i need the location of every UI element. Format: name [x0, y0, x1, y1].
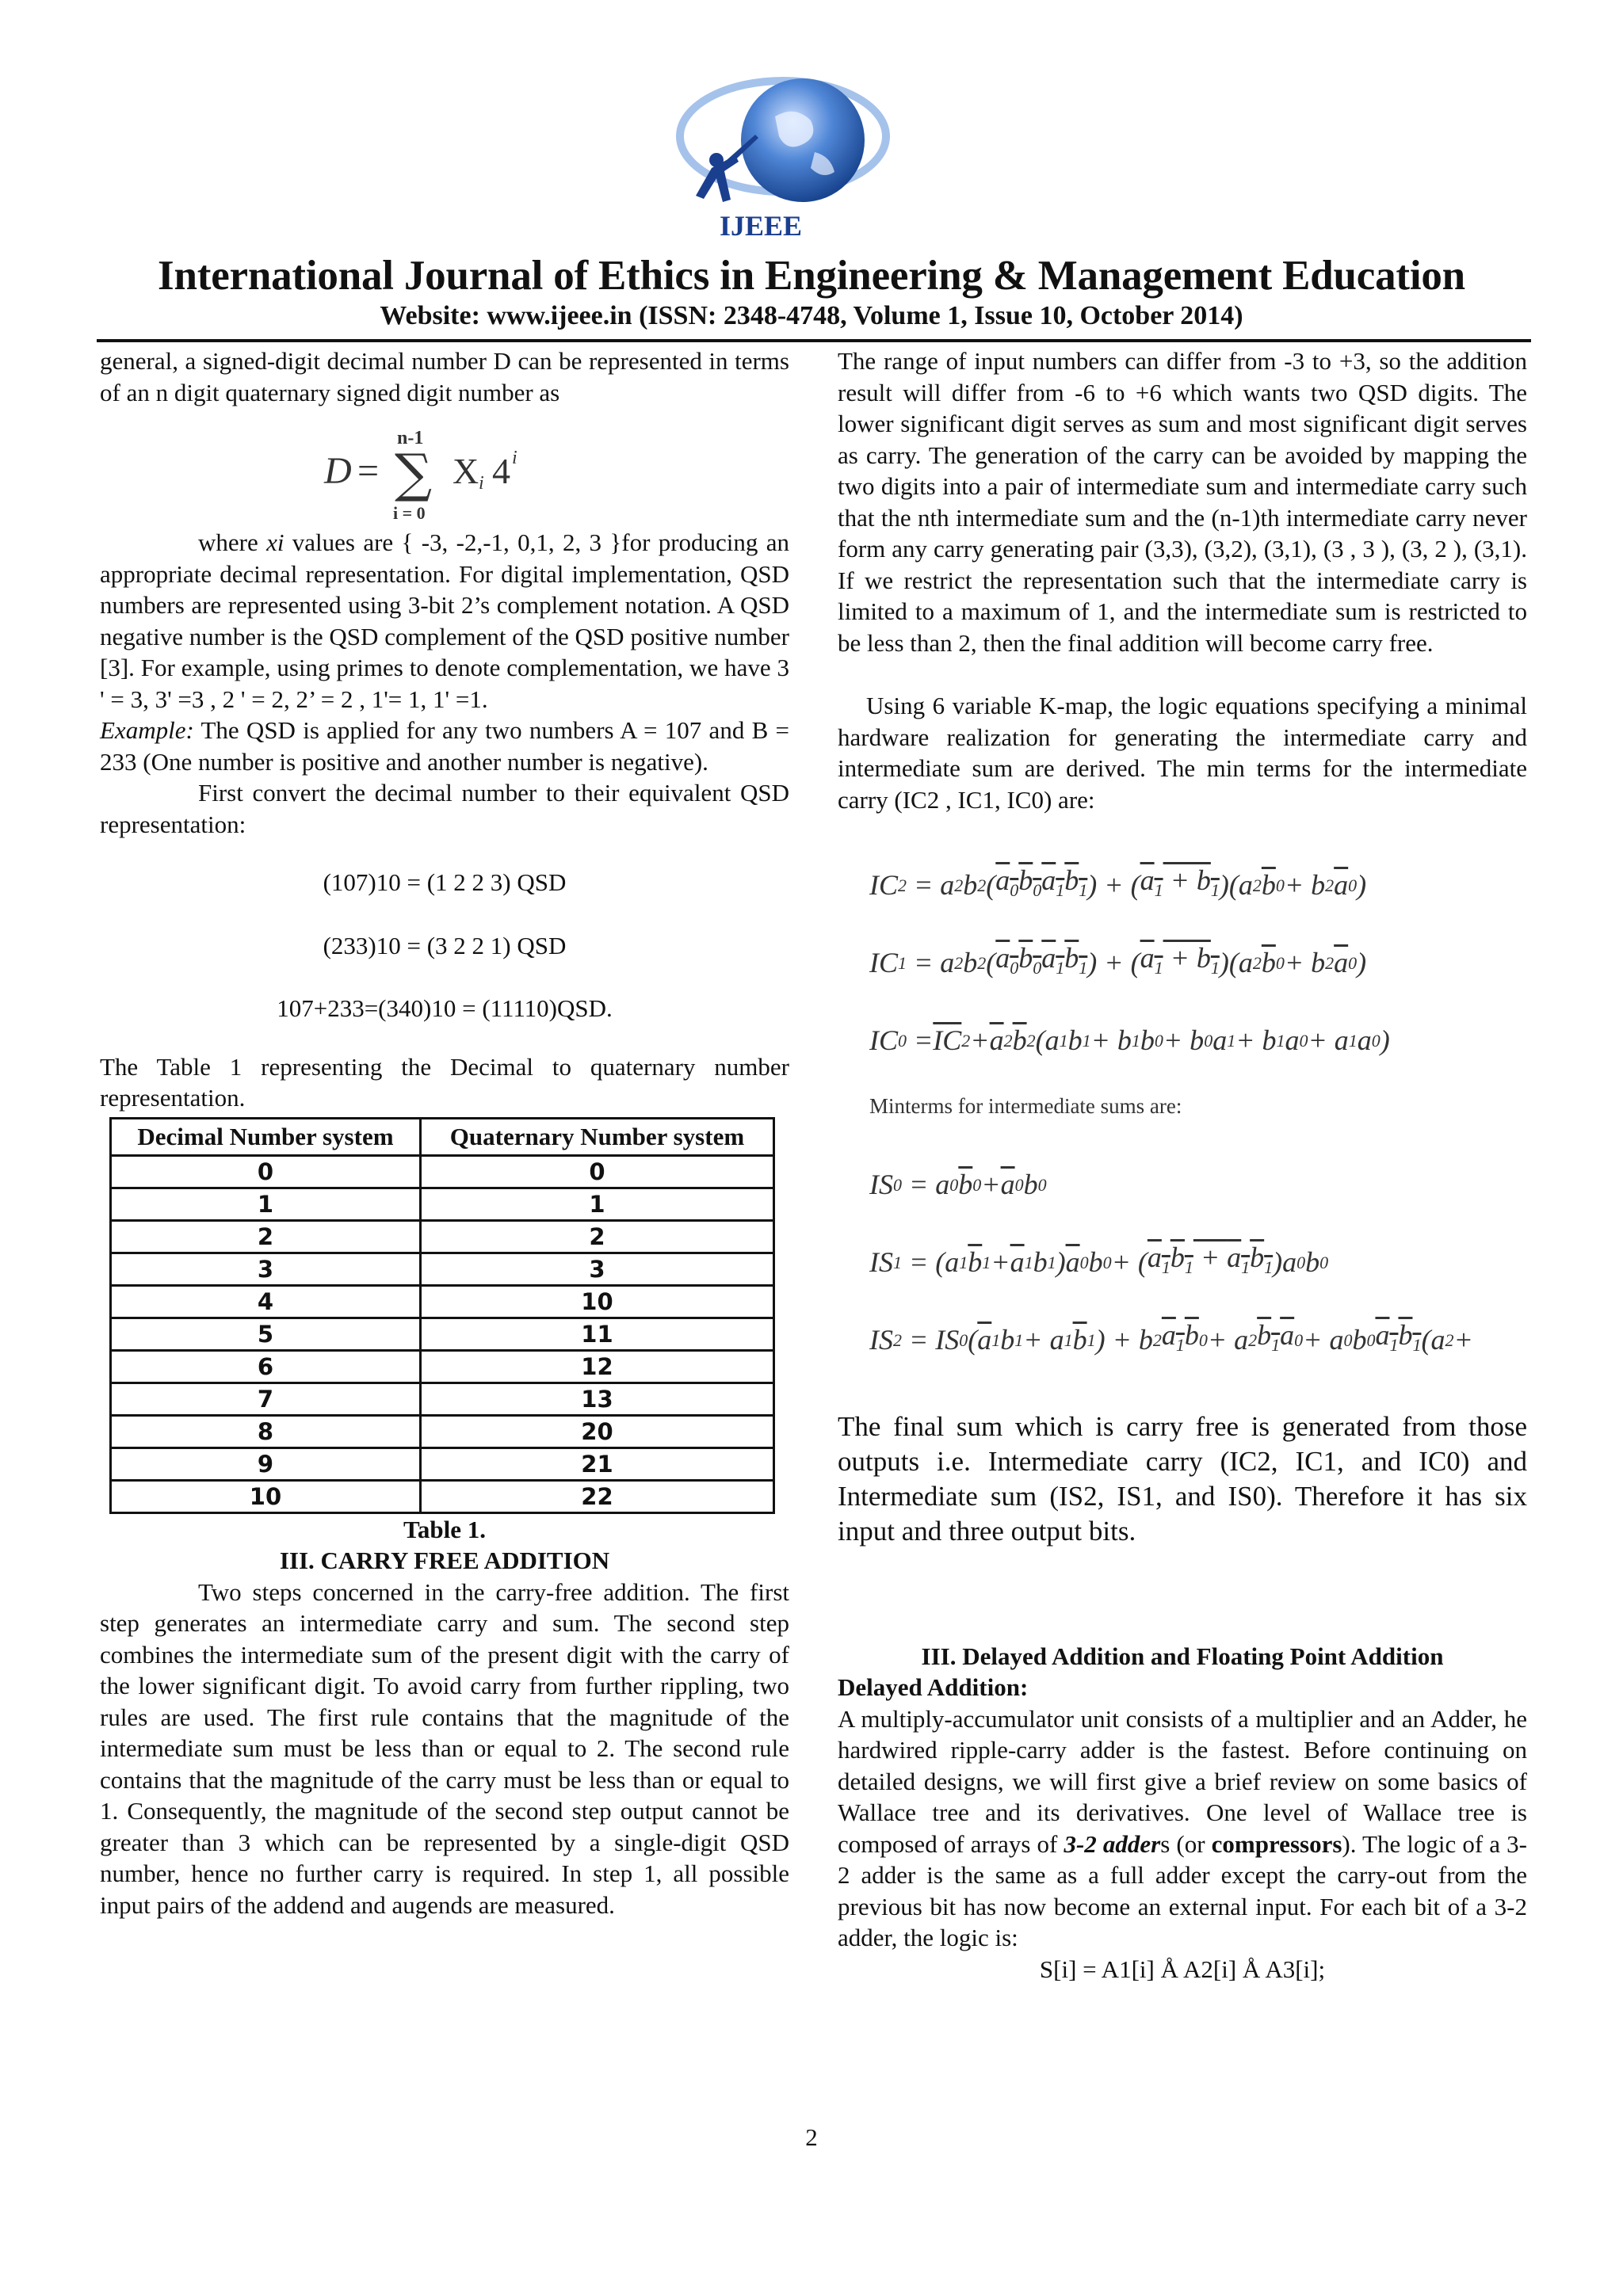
page-number: 2: [805, 2123, 818, 2151]
equation-is2: IS 2 = IS 0 ( $\overline{a}$ 1 b 1 + a 1 $\overline{b}$ 1 ) + b 2 $a_1b$ 0 + a 2 $b_1a$ 0 + a 0 b 0 $a_1b_1$ (a 2 +: [869, 1318, 1473, 1356]
formula-sum-bottom: i = 0: [393, 503, 426, 523]
table-row: 7 13: [111, 1383, 774, 1415]
subheading-delayed-addition: Delayed Addition:: [838, 1673, 1029, 1701]
journal-subtitle: Website: www.ijeee.in (ISSN: 2348-4748, Volume 1, Issue 10, October 2014): [380, 301, 1243, 330]
paragraph-table-intro: The Table 1 representing the Decimal to quaternary number representation.: [100, 1052, 789, 1112]
logo-text: IJEEE: [720, 210, 803, 242]
table-row: 5 11: [111, 1318, 774, 1350]
formula-base: 4: [492, 451, 510, 491]
paragraph-wallace: A multiply-accumulator unit consists of a multiplier and an Adder, he hardwired ripple-carry adder is the fastest. Before continuing on detailed designs, we will first give a brief review on some basics of Wallace tree and its derivatives. One level of Wallace tree is composed of arrays of 3-2 adders (or compressors). The logic of a 3-2 adder is the same as a full adder except the carry-out from the previous bit has now become an external input. For each bit of a 3-2 adder, the logic is:: [838, 1704, 1527, 1951]
equation-1: (107)10 = (1 2 2 3) QSD: [323, 868, 567, 896]
formula-sub: i: [479, 473, 484, 494]
paragraph-carry-free: Two steps concerned in the carry-free addition. The first step generates an intermediate carry and sum. The second step combines the intermediate sum of the present digit with the carry of the lower significant digit. To avoid carry from further rippling, two rules are used. The first rule contains that the magnitude of the intermediate sum must be less than or equal to 2. The second rule contains that the magnitude of the carry must be less than or equal to 1. Consequently, the magnitude of the second step output cannot be greater than 3 which can be represented by a single-digit QSD number, hence no further carry is required. In step 1, all possible input pairs of the addend and augends are measured.: [100, 1577, 789, 1919]
table-row: 1 1: [111, 1188, 774, 1220]
table-row: 4 10: [111, 1285, 774, 1318]
section-heading-delayed: III. Delayed Addition and Floating Point Addition: [921, 1642, 1444, 1670]
qsd-table: [109, 1117, 775, 1514]
paragraph-digits: where xi values are { -3, -2,-1, 0,1, 2, 3 }for producing an appropriate decimal representation. For digital implementation, QSD numbers are represented using 3-bit 2’s complement notation. A QSD negative number is the QSD complement of the QSD positive number [3]. For example, using primes to denote complementation, we have 3 ' = 3, 3' =3 , 2 ' = 2, 2’ = 2 , 1'= 1, 1' =1.: [100, 528, 790, 713]
paragraph-intro: general, a signed-digit decimal number D can be represented in terms of an n digit quaternary signed digit number as: [100, 347, 789, 406]
paragraph-convert: First convert the decimal number to their equivalent QSD representation:: [100, 779, 789, 838]
table-row: 3 3: [111, 1253, 774, 1285]
equation-3: 107+233=(340)10 = (11110)QSD.: [277, 994, 613, 1022]
equation-is1: IS 1 = (a 1 $\overline{b}$ 1 + $\overline{a}$ 1 b 1 ) $\overline{a}$ 0 b 0 + ( $a_1b_1 + a_1b_1$ )a 0 b 0: [869, 1241, 1329, 1278]
sum-formula: [100, 408, 789, 527]
right-column: [838, 345, 1527, 1985]
equation-2: (233)10 = (3 2 2 1) QSD: [323, 931, 567, 959]
formula-exp: i: [512, 448, 517, 468]
table-header: Quaternary Number system: [420, 1118, 773, 1155]
sigma-symbol: ∑: [395, 443, 433, 504]
left-column: [100, 345, 789, 1920]
equation-ic2: IC 2 = a 2 b 2 ( $a_0b_0a_1b_1$ ) + ( $a_1 + b_1$ )(a 2 $\overline{b}$ 0 + b 2 $\overline{a}$ 0 ): [869, 864, 1367, 902]
minterms-label: Minterms for intermediate sums are:: [869, 1094, 1182, 1118]
table-header: Decimal Number system: [111, 1118, 421, 1155]
formula-eq: =: [357, 450, 380, 492]
table-row: 0 0: [111, 1155, 774, 1188]
equation-ic1: IC 1 = a 2 b 2 ( $a_0b_0a_1b_1$ ) + ( $a_1 + b_1$ )(a 2 $\overline{b}$ 0 + b 2 $\overline{a}$ 0 ): [869, 942, 1367, 979]
journal-logo: [664, 73, 910, 247]
globe-logo-icon: [664, 73, 910, 247]
table-row: 6 12: [111, 1350, 774, 1383]
table-row: 10 22: [111, 1480, 774, 1512]
header-divider: [97, 339, 1531, 342]
table-caption: Table 1.: [403, 1515, 486, 1543]
formula-lhs: D: [324, 450, 352, 492]
formula-sum-top: n-1: [397, 428, 424, 448]
table-row: 9 21: [111, 1447, 774, 1480]
intermediate-equations: [869, 847, 1519, 1379]
section-heading-carry-free: III. CARRY FREE ADDITION: [279, 1547, 610, 1574]
table-row: 2 2: [111, 1220, 774, 1253]
paragraph-example: Example: The QSD is applied for any two numbers A = 107 and B = 233 (One number is positive and another number is negative).: [100, 716, 789, 776]
paragraph-kmap: Using 6 variable K-map, the logic equations specifying a minimal hardware realization for generating the intermediate carry and intermediate sum are derived. The min terms for the intermediate carry (IC2 , IC1, IC0) are:: [838, 692, 1527, 814]
equation-is0: IS 0 = a 0 $\overline{b}$ 0 + $\overline{a}$ 0 b 0: [869, 1168, 1047, 1200]
paragraph-range: The range of input numbers can differ from -3 to +3, so the addition result will differ from -6 to +6 which wants two QSD digits. The lower significant digit serves as sum and most significant digit serves as carry. The generation of the carry can be avoided by mapping the two digits into a pair of intermediate sum and intermediate carry such that the nth intermediate sum and the (n-1)th intermediate carry never form any carry generating pair (3,3), (3,2), (3,1), (3 , 3 ), (3, 2 ), (3,1). If we restrict the representation such that the intermediate carry is limited to a maximum of 1, and the intermediate sum is restricted to be less than 2, then the final addition will become carry free.: [838, 347, 1527, 657]
table-row: 8 20: [111, 1415, 774, 1447]
equation-ic0: IC 0 = $\overline{IC}$ 2 + $\overline{a}$ 2 $\overline{b}$ 2 (a 1 b 1 + b 1 b 0 + b 0 a 1 + b 1 a 0 + a 1 a 0 ): [869, 1024, 1390, 1057]
logic-equation: S[i] = A1[i] Å A2[i] Å A3[i];: [1039, 1955, 1326, 1983]
journal-title: International Journal of Ethics in Engineering & Management Education: [158, 253, 1465, 299]
paragraph-final-sum: The final sum which is carry free is generated from those outputs i.e. Intermediate carry (IC2, IC1, and IC0) and Intermediate sum (IS2, IS1, and IS0). Therefore it has six input and three output bits.: [838, 1410, 1527, 1547]
formula-term: X: [453, 451, 479, 491]
